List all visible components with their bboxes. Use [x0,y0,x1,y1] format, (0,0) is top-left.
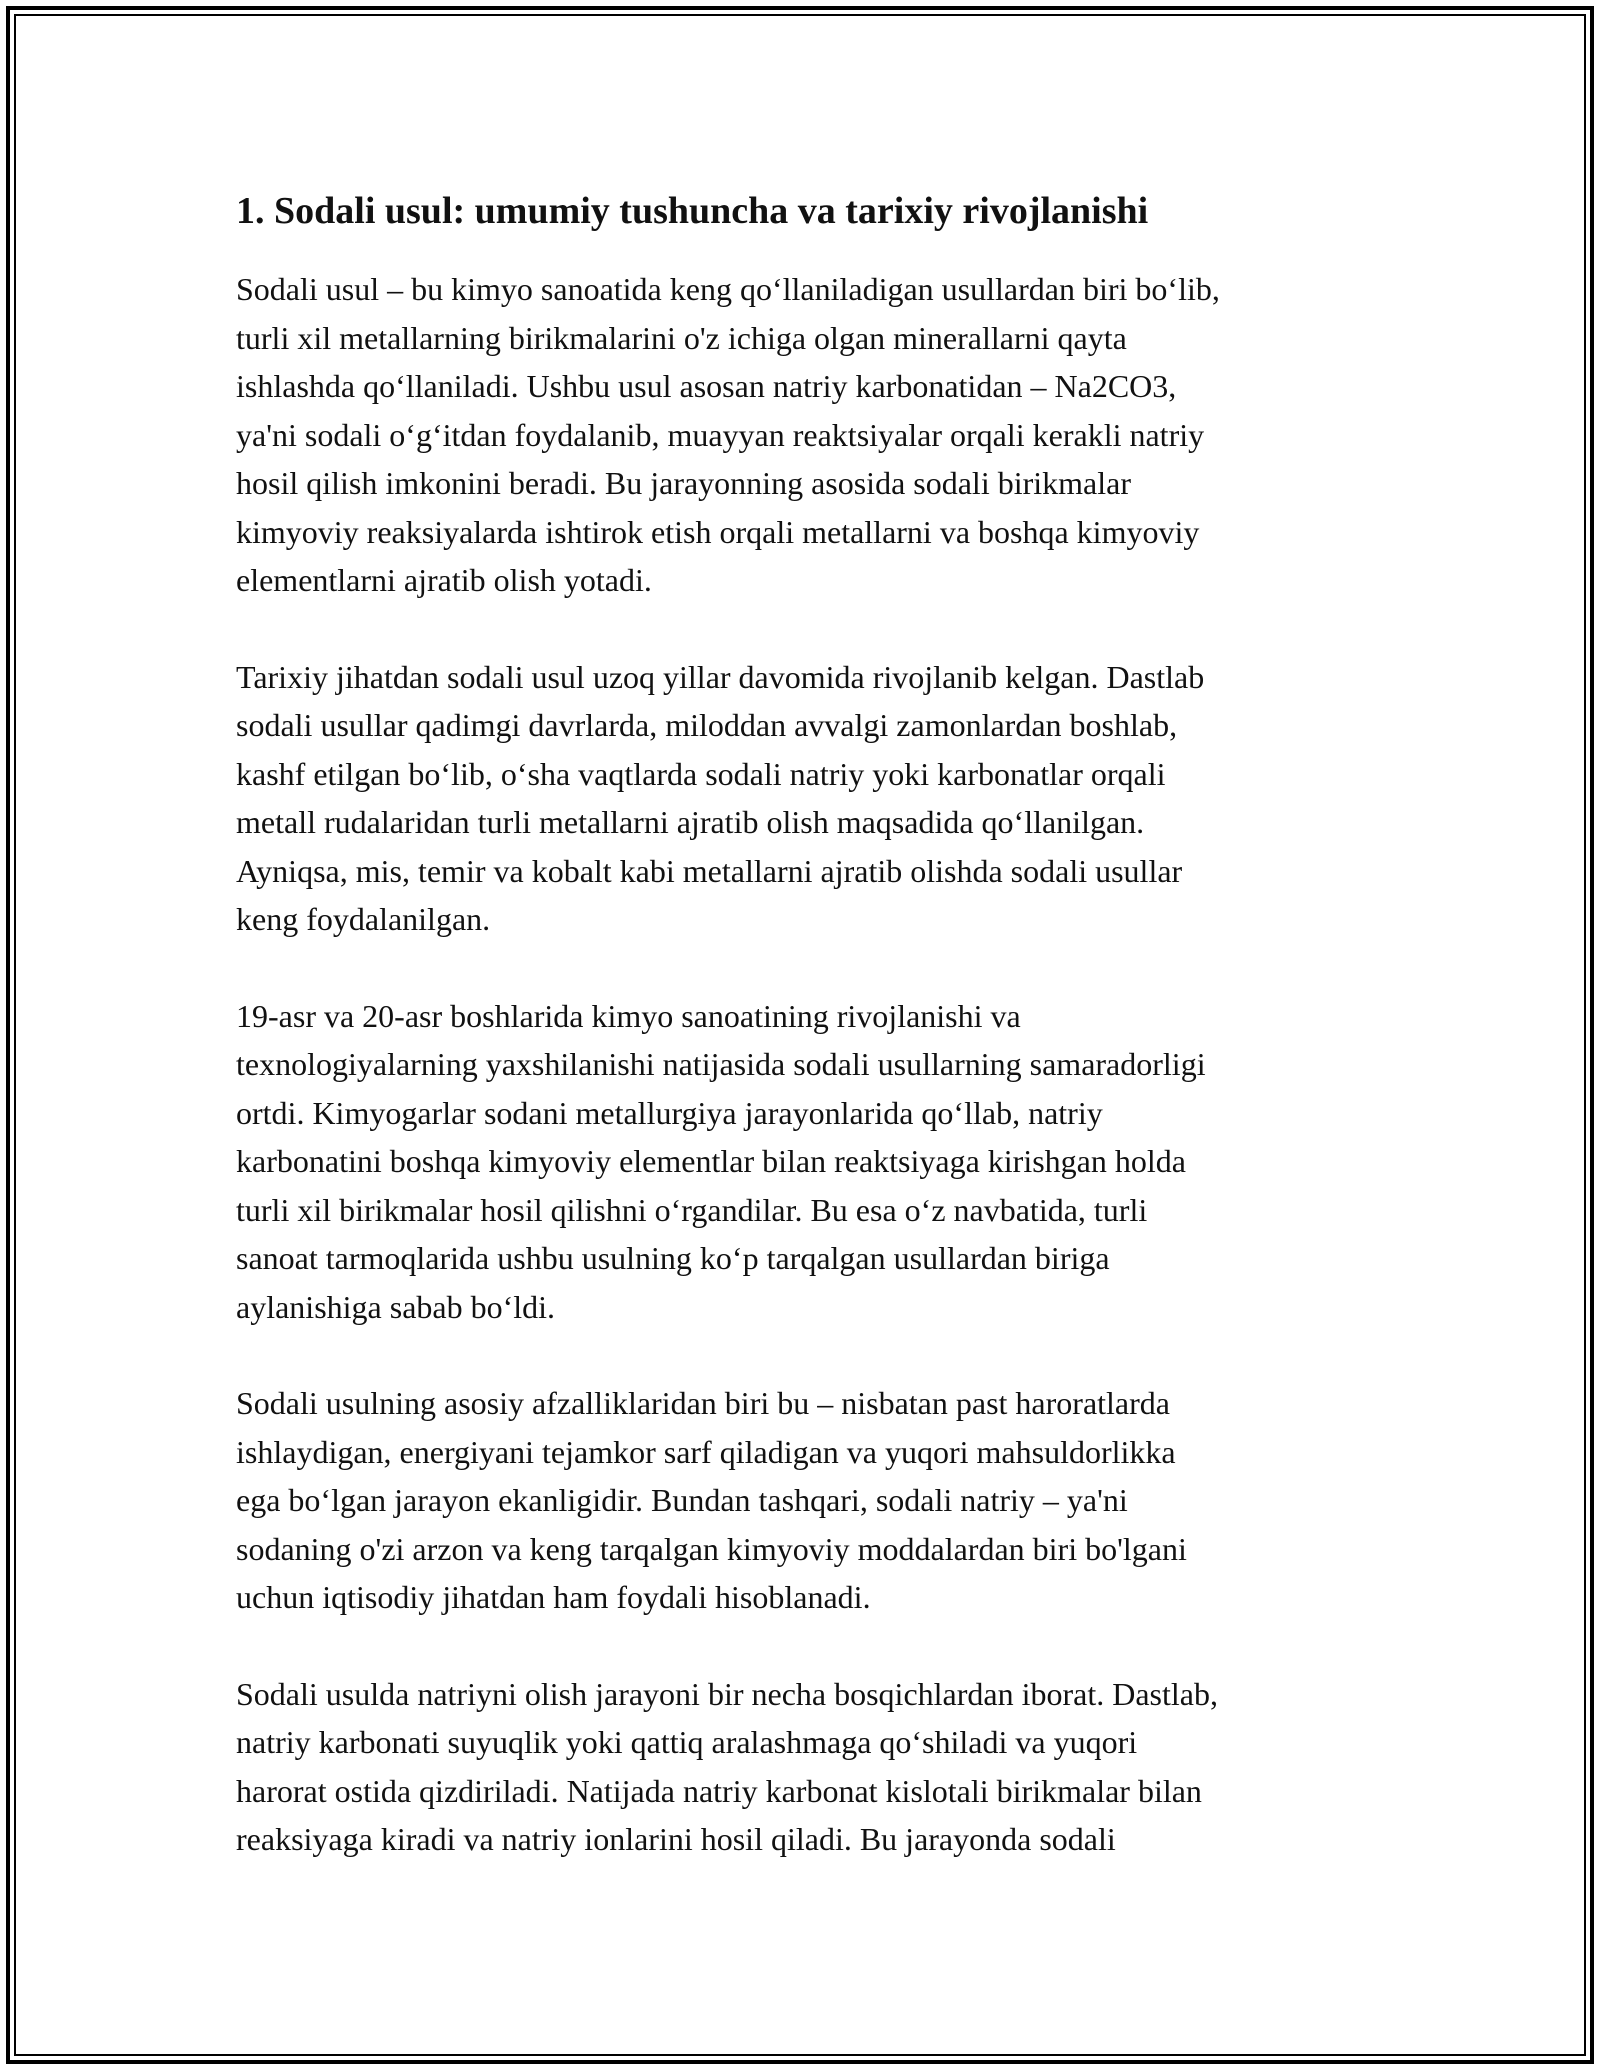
text-line: uchun iqtisodiy jihatdan ham foydali hisoblanadi. [236,1579,871,1615]
text-line: metall rudalaridan turli metallarni ajratib olish maqsadida qo‘llanilgan. [236,804,1145,840]
paragraph-history [236,653,1396,944]
text-line: keng foydalanilgan. [236,901,491,937]
text-line: Ayniqsa, mis, temir va kobalt kabi metallarni ajratib olishda sodali usullar [236,852,1183,889]
text-line: harorat ostida qizdiriladi. Natijada natriy karbonat kislotali birikmalar bilan [236,1772,1202,1809]
text-line: kimyoviy reaksiyalarda ishtirok etish orqali metallarni va boshqa kimyoviy [236,513,1200,550]
text-line: ishlashda qo‘llaniladi. Ushbu usul asosan natriy karbonatidan – Na2CO3, [236,368,1177,404]
text-line: natriy karbonati suyuqlik yoki qattiq aralashmaga qo‘shiladi va yuqori [236,1724,1138,1760]
document-body [236,185,1396,1912]
text-line: turli xil metallarning birikmalarini o'z ichiga olgan minerallarni qayta [236,319,1127,356]
text-line: Sodali usul – bu kimyo sanoatida keng qo‘llaniladigan usullardan biri bo‘lib, [236,271,1220,307]
text-line: 19-asr va 20-asr boshlarida kimyo sanoatining rivojlanishi va [236,997,1021,1034]
section-heading: 1. Sodali usul: umumiy tushuncha va tarixiy rivojlanishi [236,190,1149,232]
paragraph-advantages [236,1379,1396,1622]
text-line: Tarixiy jihatdan sodali usul uzoq yillar davomida rivojlanib kelgan. Dastlab [236,658,1205,695]
text-line: Sodali usulda natriyni olish jarayoni bir necha bosqichlardan iborat. Dastlab, [236,1675,1218,1712]
text-line: ega bo‘lgan jarayon ekanligidir. Bundan tashqari, sodali natriy – ya'ni [236,1482,1128,1518]
text-line: sanoat tarmoqlarida ushbu usulning ko‘p tarqalgan usullardan biriga [236,1240,1110,1276]
text-line: ortdi. Kimyogarlar sodani metallurgiya jarayonlarida qo‘llab, natriy [236,1094,1103,1131]
paragraph-definition [236,265,1396,605]
text-line: texnologiyalarning yaxshilanishi natijasida sodali usullarning samaradorligi [236,1046,1206,1082]
text-line: hosil qilish imkonini beradi. Bu jarayonning asosida sodali birikmalar [236,465,1131,501]
text-line: aylanishiga sabab bo‘ldi. [236,1288,556,1325]
text-line: karbonatini boshqa kimyoviy elementlar bilan reaktsiyaga kirishgan holda [236,1143,1186,1179]
text-line: ishlaydigan, energiyani tejamkor sarf qiladigan va yuqori mahsuldorlikka [236,1433,1176,1470]
text-line: reaksiyaga kiradi va natriy ionlarini hosil qiladi. Bu jarayonda sodali [236,1821,1116,1857]
text-line: turli xil birikmalar hosil qilishni o‘rgandilar. Bu esa o‘z navbatida, turli [236,1191,1148,1228]
text-line: sodaning o'zi arzon va keng tarqalgan kimyoviy moddalardan biri bo'lgani [236,1530,1187,1567]
text-line: kashf etilgan bo‘lib, o‘sha vaqtlarda sodali natriy yoki karbonatlar orqali [236,755,1166,792]
paragraph-process-stages [236,1670,1396,1864]
paragraph-industrial-development [236,992,1396,1332]
text-line: Sodali usulning asosiy afzalliklaridan biri bu – nisbatan past haroratlarda [236,1385,1170,1421]
text-line: ya'ni sodali o‘g‘itdan foydalanib, muayyan reaktsiyalar orqali kerakli natriy [236,416,1205,453]
text-line: sodali usullar qadimgi davrlarda, miloddan avvalgi zamonlardan boshlab, [236,707,1178,743]
text-line: elementlarni ajratib olish yotadi. [236,562,652,598]
